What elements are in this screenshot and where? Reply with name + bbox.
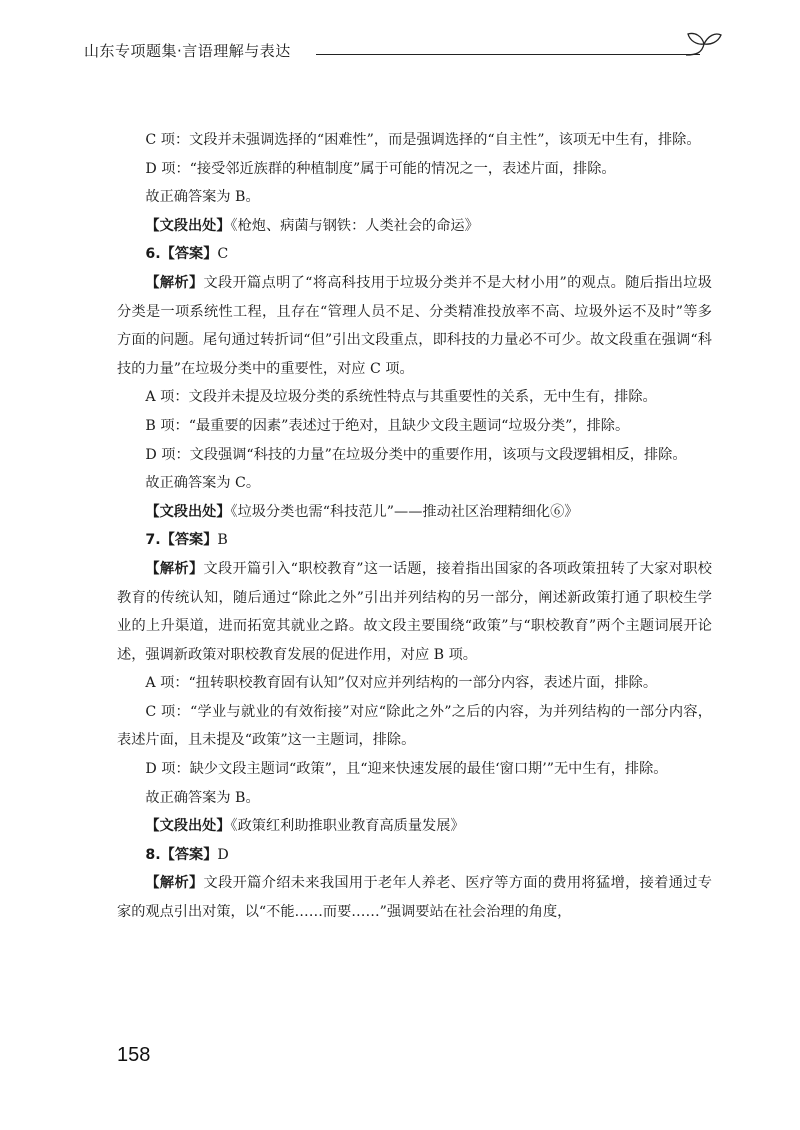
paragraph [117,155,712,184]
paragraph [117,469,712,498]
paragraph-text: B 项：“最重要的因素”表述过于绝对，且缺少文段主题词“垃圾分类”，排除。 [145,417,630,434]
paragraph-text: 文段开篇点明了“将高科技用于垃圾分类并不是大材小用”的观点。随后指出垃圾分类是一项系统性工程，且存在“管理人员不足、分类精准投放率不高、垃圾外运不及时”等多方面的问题。尾句通过转折词“但”引出文段重点，即科技的力量必不可少。故文段重在强调“科技的力量”在垃圾分类中的重要性，对应 C 项。 [117,274,712,377]
paragraph-text: 文段开篇介绍未来我国用于老年人养老、医疗等方面的费用将猛增，接着通过专家的观点引出对策，以“不能……而要……”强调要站在社会治理的角度， [117,875,712,921]
paragraph [117,183,712,212]
paragraph [117,383,712,412]
section-tag: 【文段出处】 [145,503,231,520]
paragraph-text: 《垃圾分类也需“科技范儿”——推动社区治理精细化⑥》 [230,503,579,520]
paragraph [117,412,712,441]
paragraph-text: 文段开篇引入“职校教育”这一话题，接着指出国家的各项政策扭转了大家对职校教育的传统认知，随后通过“除此之外”引出并列结构的另一部分，阐述新政策打通了职校生学业的上升渠道，进而拓宽其就业之路。故文段主要围绕“政策”与“职校教育”两个主题词展开论述，强调新政策对职校教育发展的促进作用，对应 B 项。 [117,560,712,663]
paragraph-text: C [217,246,229,263]
page-number: 158 [117,1044,151,1066]
paragraph [117,698,712,755]
paragraph-text: A 项：文段并未提及垃圾分类的系统性特点与其重要性的关系，无中生有，排除。 [145,389,657,406]
header-title: 山东专项题集·言语理解与表达 [84,42,291,60]
paragraph [117,841,712,870]
paragraph [117,526,712,555]
paragraph-text: C 项：文段并未强调选择的“困难性”，而是强调选择的“自主性”，该项无中生有，排除。 [145,132,701,148]
paragraph [117,555,712,669]
section-tag: 【解析】 [145,274,204,291]
header-rule [316,54,700,55]
paragraph [117,441,712,470]
paragraph-text: D 项：缺少文段主题词“政策”，且“迎来快速发展的最佳‘窗口期’”无中生有，排除。 [145,761,668,778]
paragraph-text: D 项：文段强调“科技的力量”在垃圾分类中的重要作用，该项与文段逻辑相反，排除。 [145,446,687,463]
paragraph [117,755,712,784]
paragraph [117,240,712,269]
section-tag: 【文段出处】 [145,217,231,234]
paragraph-text: D [217,846,229,863]
section-tag: 6.【答案】 [145,246,218,263]
paragraph [117,269,712,383]
paragraph-text: 故正确答案为 B。 [145,789,260,806]
paragraph-text: 《枪炮、病菌与钢铁：人类社会的命运》 [230,217,479,234]
section-tag: 8.【答案】 [145,846,218,863]
paragraph [117,126,712,155]
paragraph-text: A 项：“扭转职校教育固有认知”仅对应并列结构的一部分内容，表述片面，排除。 [145,675,658,692]
paragraph [117,812,712,841]
paragraph-text: 故正确答案为 B。 [145,189,260,206]
answer-explanations [117,126,712,927]
section-tag: 【文段出处】 [145,818,231,835]
running-header [84,26,724,66]
paragraph [117,784,712,813]
paragraph-text: C 项：“学业与就业的有效衔接”对应“除此之外”之后的内容，为并列结构的一部分内容，表述片面，且未提及“政策”这一主题词，排除。 [117,703,712,749]
paragraph-text: 故正确答案为 C。 [145,475,261,492]
paragraph [117,498,712,527]
section-tag: 【解析】 [145,560,204,577]
paragraph [117,869,712,926]
paragraph [117,212,712,241]
paragraph-text: D 项：“接受邻近族群的种植制度”属于可能的情况之一，表述片面，排除。 [145,160,616,177]
section-tag: 【解析】 [145,875,204,892]
sprout-icon [684,26,724,62]
section-tag: 7.【答案】 [145,532,218,549]
paragraph-text: B [217,532,228,549]
paragraph-text: 《政策红利助推职业教育高质量发展》 [230,818,465,835]
paragraph [117,669,712,698]
